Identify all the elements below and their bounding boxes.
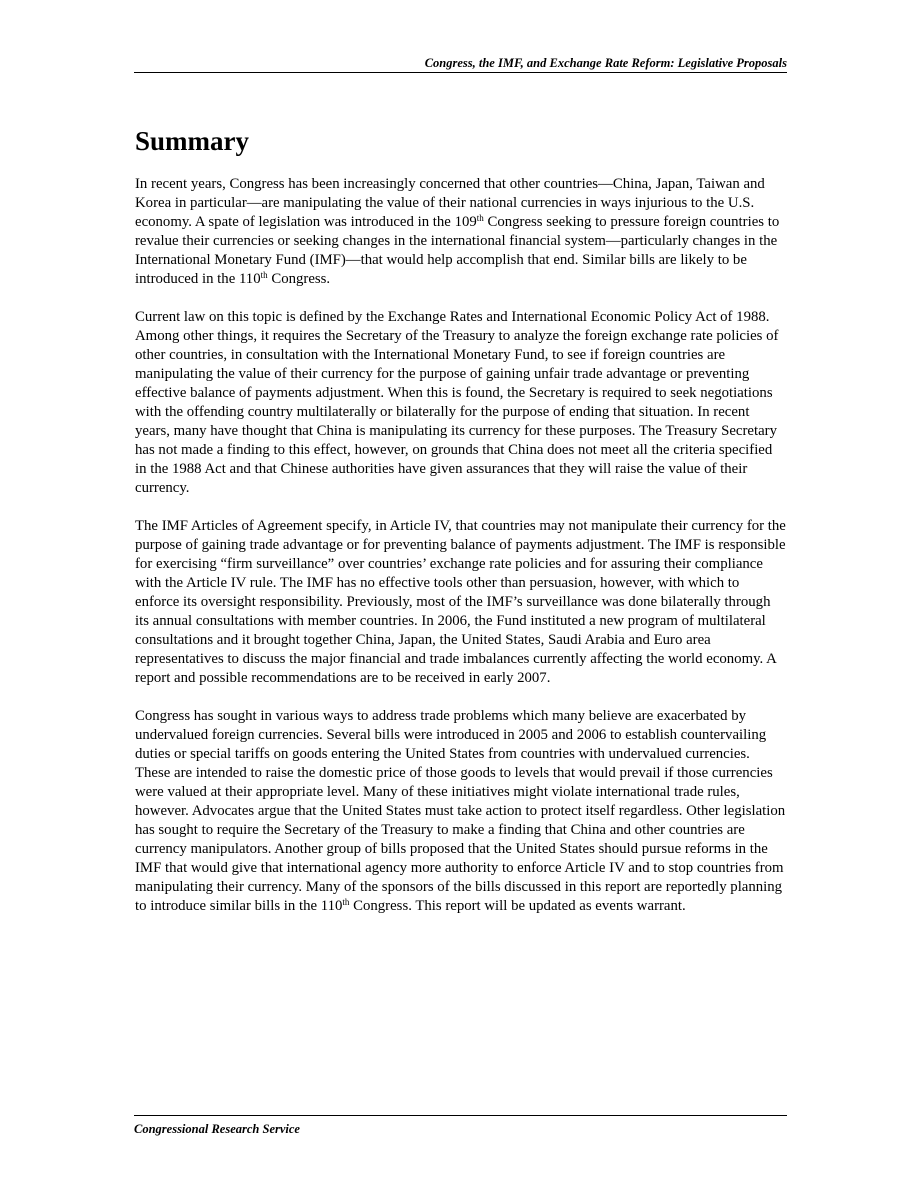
ordinal-suffix: th — [342, 897, 350, 907]
paragraph-1-text-b: Congress seeking to pressure foreign countries to revalue their currencies or seeking changes in the international financial system—particularly changes in the International Monetary Fund (IMF)—that would help accomplish that end. Similar bills are likely to be introduced in the 110 — [135, 214, 780, 287]
ordinal-suffix: th — [260, 270, 268, 280]
ordinal-suffix: th — [476, 213, 484, 223]
page-title: Summary — [135, 126, 249, 156]
paragraph-4-text-a: Congress has sought in various ways to address trade problems which many believe are exacerbated by undervalued foreign currencies. Several bills were introduced in 2005 and 2006 to establish countervailing duties or special tariffs on goods entering the United States from countries with undervalued currencies. These are intended to raise the domestic price of those goods to levels that would prevail if those currencies were valued at their appropriate level. Many of these initiatives might violate international trade rules, however. Advocates argue that the United States must take action to protect itself regardless. Other legislation has sought to require the Secretary of the Treasury to make a finding that China and other countries are currency manipulators. Another group of bills proposed that the United States should pursue reforms in the IMF that would give that international agency more authority to enforce Article IV and to stop countries from manipulating their currency. Many of the sponsors of the bills discussed in this report are reportedly planning to introduce similar bills in the 110 — [135, 708, 786, 914]
paragraph-2: Current law on this topic is defined by the Exchange Rates and International Economic Policy Act of 1988. Among other things, it requires the Secretary of the Treasury to analyze the foreign exchange rate policies of other countries, in consultation with the International Monetary Fund, to see if foreign countries are manipulating the value of their currency for the purpose of gaining unfair trade advantage or preventing effective balance of payments adjustment. When this is found, the Secretary is required to seek negotiations with the offending country multilaterally or bilaterally for the purpose of ending that situation. In recent years, many have thought that China is manipulating its currency for these purposes. The Treasury Secretary has not made a finding to this effect, however, on grounds that China does not meet all the criteria specified in the 1988 Act and that Chinese authorities have given assurances that they will raise the value of their currency. — [135, 309, 779, 496]
page-footer: Congressional Research Service — [134, 1115, 787, 1137]
running-header: Congress, the IMF, and Exchange Rate Reform: Legislative Proposals — [134, 55, 787, 73]
paragraph-4 — [135, 707, 787, 916]
paragraph-3: The IMF Articles of Agreement specify, in Article IV, that countries may not manipulate their currency for the purpose of gaining trade advantage or for preventing balance of payments adjustment. The IMF is responsible for exercising “firm surveillance” over countries’ exchange rate policies and for assuring their compliance with the Article IV rule. The IMF has no effective tools other than persuasion, however, with which to enforce its oversight responsibility. Previously, most of the IMF’s surveillance was done bilaterally through its annual consultations with member countries. In 2006, the Fund instituted a new program of multilateral consultations and it brought together China, Japan, the United States, Saudi Arabia and Euro area representatives to discuss the major financial and trade imbalances currently affecting the world economy. A report and possible recommendations are to be received in early 2007. — [135, 518, 786, 686]
paragraph-1 — [135, 175, 787, 289]
paragraph-4-text-b: Congress. This report will be updated as events warrant. — [349, 898, 686, 914]
paragraph-1-text-c: Congress. — [267, 271, 331, 287]
summary-body — [135, 175, 787, 935]
paragraph-1-text-a: In recent years, Congress has been increasingly concerned that other countries—China, Japan, Taiwan and Korea in particular—are manipulating the value of their national currencies in ways injurious to the U.S. economy. A spate of legislation was introduced in the 109 — [135, 176, 765, 230]
